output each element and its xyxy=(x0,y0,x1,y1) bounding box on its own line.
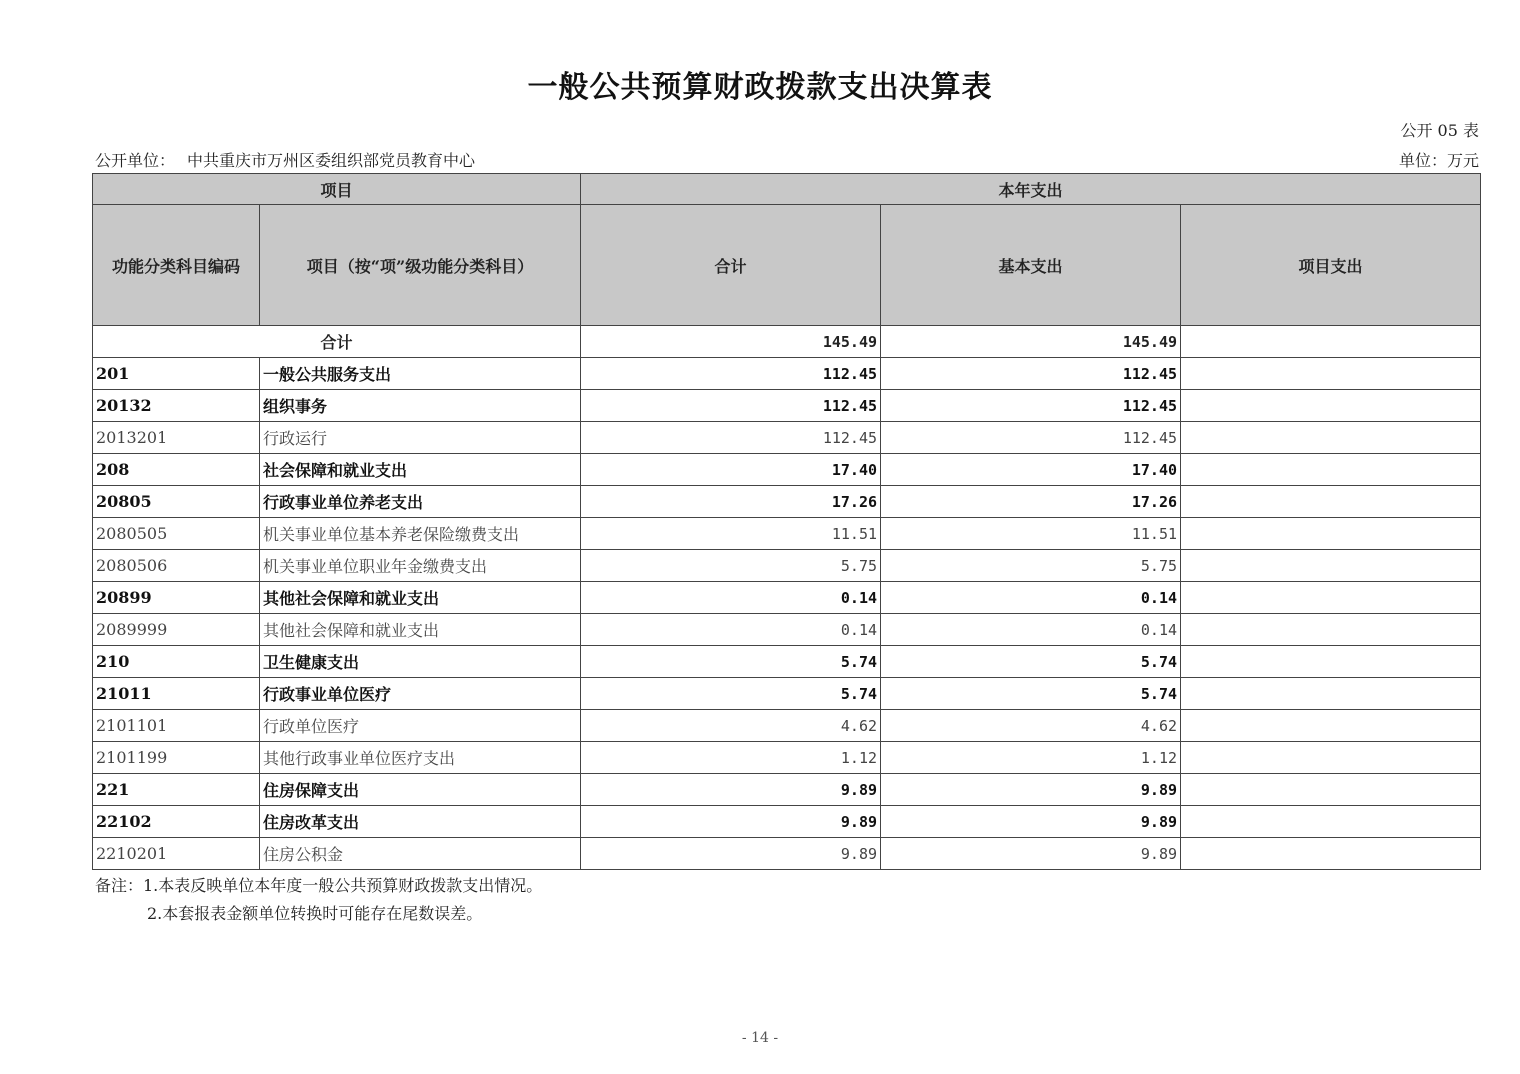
expenditure-table xyxy=(92,173,1481,870)
row-code: 201 xyxy=(93,358,260,390)
row-total: 1.12 xyxy=(581,742,881,774)
row-code: 221 xyxy=(93,774,260,806)
row-code: 208 xyxy=(93,454,260,486)
row-basic: 4.62 xyxy=(881,710,1181,742)
row-basic: 0.14 xyxy=(881,614,1181,646)
page-number: - 14 - xyxy=(741,1030,779,1046)
row-project xyxy=(1181,582,1481,614)
header-name: 项目（按“项”级功能分类科目） xyxy=(260,205,581,326)
table-row xyxy=(93,422,1481,454)
table-row xyxy=(93,774,1481,806)
row-total: 17.26 xyxy=(581,486,881,518)
row-basic: 5.74 xyxy=(881,678,1181,710)
row-total: 112.45 xyxy=(581,422,881,454)
table-row xyxy=(93,358,1481,390)
header-row-2 xyxy=(93,205,1481,326)
row-project xyxy=(1181,774,1481,806)
row-basic: 0.14 xyxy=(881,582,1181,614)
header-item: 项目 xyxy=(93,174,581,205)
reporting-unit-name: 中共重庆市万州区委组织部党员教育中心 xyxy=(187,151,476,170)
note-1: 备注：1.本表反映单位本年度一般公共预算财政拨款支出情况。 xyxy=(95,876,543,895)
row-basic: 1.12 xyxy=(881,742,1181,774)
row-basic: 9.89 xyxy=(881,774,1181,806)
row-project xyxy=(1181,486,1481,518)
row-name: 行政运行 xyxy=(260,422,581,454)
row-name: 机关事业单位职业年金缴费支出 xyxy=(260,550,581,582)
table-row xyxy=(93,518,1481,550)
table-row xyxy=(93,550,1481,582)
table-row xyxy=(93,646,1481,678)
row-code: 2080506 xyxy=(93,550,260,582)
row-basic: 9.89 xyxy=(881,806,1181,838)
reporting-unit xyxy=(95,148,475,171)
header-total: 合计 xyxy=(581,205,881,326)
row-name: 一般公共服务支出 xyxy=(260,358,581,390)
row-basic: 17.40 xyxy=(881,454,1181,486)
row-total: 9.89 xyxy=(581,806,881,838)
header-project: 项目支出 xyxy=(1181,205,1481,326)
row-basic: 112.45 xyxy=(881,358,1181,390)
total-basic: 145.49 xyxy=(881,326,1181,358)
row-name: 其他社会保障和就业支出 xyxy=(260,614,581,646)
row-basic: 9.89 xyxy=(881,838,1181,870)
row-project xyxy=(1181,710,1481,742)
form-number: 公开 05 表 xyxy=(1400,121,1479,140)
row-code: 2210201 xyxy=(93,838,260,870)
row-project xyxy=(1181,838,1481,870)
row-name: 住房公积金 xyxy=(260,838,581,870)
row-basic: 5.75 xyxy=(881,550,1181,582)
row-name: 住房保障支出 xyxy=(260,774,581,806)
row-code: 20899 xyxy=(93,582,260,614)
row-name: 住房改革支出 xyxy=(260,806,581,838)
row-code: 20805 xyxy=(93,486,260,518)
row-code: 2013201 xyxy=(93,422,260,454)
row-code: 210 xyxy=(93,646,260,678)
row-project xyxy=(1181,678,1481,710)
row-name: 行政事业单位养老支出 xyxy=(260,486,581,518)
notes xyxy=(95,872,542,928)
row-project xyxy=(1181,646,1481,678)
row-project xyxy=(1181,550,1481,582)
row-name: 其他社会保障和就业支出 xyxy=(260,582,581,614)
row-code: 2101199 xyxy=(93,742,260,774)
amount-unit: 单位：万元 xyxy=(1398,151,1479,170)
row-basic: 112.45 xyxy=(881,390,1181,422)
header-basic: 基本支出 xyxy=(881,205,1181,326)
row-name: 社会保障和就业支出 xyxy=(260,454,581,486)
total-row xyxy=(93,326,1481,358)
row-project xyxy=(1181,614,1481,646)
row-code: 2080505 xyxy=(93,518,260,550)
row-code: 20132 xyxy=(93,390,260,422)
row-total: 17.40 xyxy=(581,454,881,486)
row-name: 卫生健康支出 xyxy=(260,646,581,678)
row-code: 22102 xyxy=(93,806,260,838)
row-code: 2089999 xyxy=(93,614,260,646)
page-title: 一般公共预算财政拨款支出决算表 xyxy=(527,70,993,105)
header-row-1 xyxy=(93,174,1481,205)
table-row xyxy=(93,838,1481,870)
row-total: 0.14 xyxy=(581,582,881,614)
row-total: 112.45 xyxy=(581,390,881,422)
row-name: 行政事业单位医疗 xyxy=(260,678,581,710)
row-total: 9.89 xyxy=(581,774,881,806)
row-project xyxy=(1181,806,1481,838)
table-row xyxy=(93,614,1481,646)
row-total: 4.62 xyxy=(581,710,881,742)
row-project xyxy=(1181,390,1481,422)
table-row xyxy=(93,486,1481,518)
note-2: 2.本套报表金额单位转换时可能存在尾数误差。 xyxy=(147,904,483,923)
row-basic: 11.51 xyxy=(881,518,1181,550)
table-row xyxy=(93,710,1481,742)
total-label: 合计 xyxy=(93,326,581,358)
row-project xyxy=(1181,518,1481,550)
table-row xyxy=(93,678,1481,710)
row-basic: 17.26 xyxy=(881,486,1181,518)
reporting-unit-label: 公开单位： xyxy=(95,151,176,170)
row-project xyxy=(1181,742,1481,774)
table-row xyxy=(93,454,1481,486)
row-total: 11.51 xyxy=(581,518,881,550)
table-row xyxy=(93,582,1481,614)
row-basic: 5.74 xyxy=(881,646,1181,678)
row-total: 5.75 xyxy=(581,550,881,582)
total-amount: 145.49 xyxy=(581,326,881,358)
row-project xyxy=(1181,358,1481,390)
row-name: 组织事务 xyxy=(260,390,581,422)
row-total: 5.74 xyxy=(581,646,881,678)
row-total: 5.74 xyxy=(581,678,881,710)
table-row xyxy=(93,742,1481,774)
row-name: 机关事业单位基本养老保险缴费支出 xyxy=(260,518,581,550)
header-code: 功能分类科目编码 xyxy=(93,205,260,326)
row-code: 2101101 xyxy=(93,710,260,742)
row-project xyxy=(1181,422,1481,454)
row-code: 21011 xyxy=(93,678,260,710)
row-project xyxy=(1181,454,1481,486)
row-total: 9.89 xyxy=(581,838,881,870)
table-row xyxy=(93,806,1481,838)
row-name: 行政单位医疗 xyxy=(260,710,581,742)
row-total: 0.14 xyxy=(581,614,881,646)
header-current-year: 本年支出 xyxy=(581,174,1481,205)
total-project xyxy=(1181,326,1481,358)
row-basic: 112.45 xyxy=(881,422,1181,454)
row-total: 112.45 xyxy=(581,358,881,390)
table-row xyxy=(93,390,1481,422)
row-name: 其他行政事业单位医疗支出 xyxy=(260,742,581,774)
